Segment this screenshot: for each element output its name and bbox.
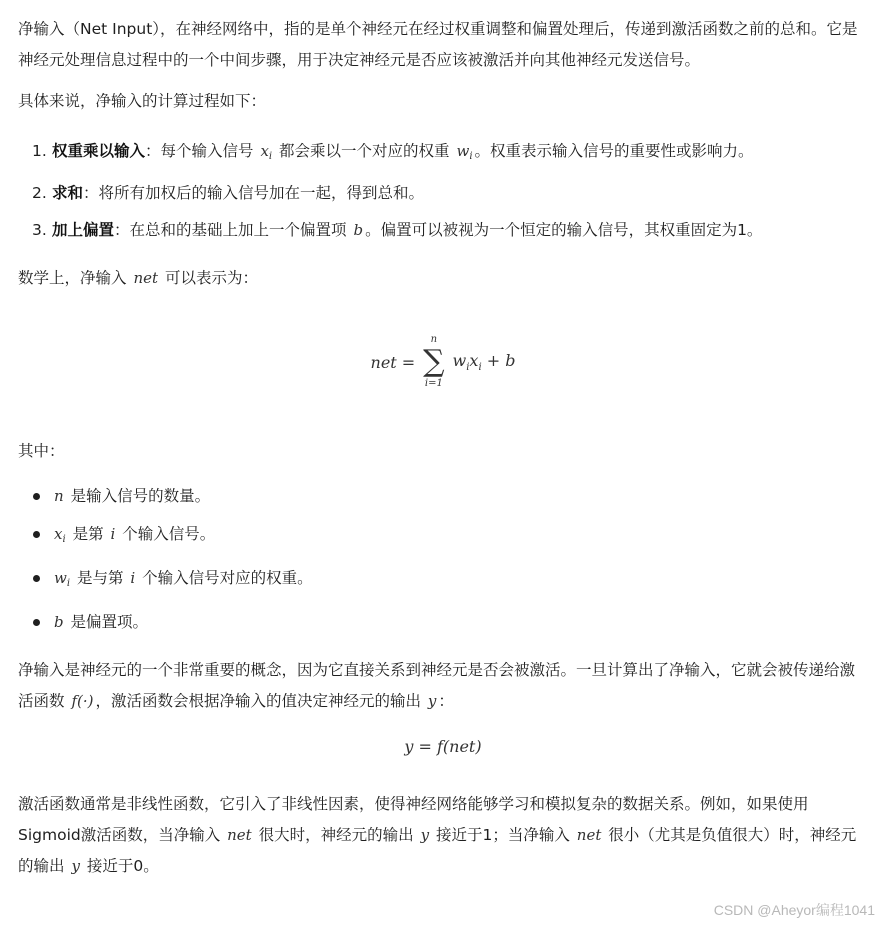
process-intro: 具体来说，净输入的计算过程如下：	[18, 92, 267, 110]
math-symbol: i	[130, 569, 136, 587]
math-symbol: y	[71, 857, 80, 875]
csdn-watermark: CSDN @Aheyor编程1041	[713, 902, 875, 918]
step-title: 求和	[52, 184, 84, 202]
math-symbol: $w_i$	[54, 569, 71, 589]
definition-item: $w_i$ 是与第 i 个输入信号对应的权重。	[32, 559, 868, 603]
importance-paragraph: 净输入是神经元的一个非常重要的概念，因为它直接关系到神经元是否会被激活。一旦计算出了净输入，它就会被传递给激活函数 f(·) ，激活函数会根据净输入的值决定神经元的输出 y ：	[18, 661, 856, 710]
step-number: 2.	[32, 184, 47, 202]
net-input-formula	[18, 334, 868, 412]
math-symbol: $w_i$	[456, 142, 473, 162]
step-item: 1. 权重乘以输入：每个输入信号 $x_i$ 都会乘以一个对应的权重 $w_i$ 。权重表示输入信号的重要性或影响力。	[32, 133, 868, 175]
math-symbol: net	[227, 826, 252, 844]
definition-item: $x_i$ 是第 i 个输入信号。	[32, 515, 868, 559]
math-symbol: $x_i$	[54, 525, 66, 545]
math-symbol: b	[54, 613, 64, 631]
definition-item: n 是输入信号的数量。	[32, 477, 868, 515]
where-label: 其中：	[18, 442, 65, 460]
activation-formula: y = f(net)	[404, 737, 482, 756]
formula-rhs: $w_ix_i + b$	[452, 350, 516, 374]
definitions-list	[18, 477, 868, 641]
formula-lhs: net =	[370, 352, 416, 372]
intro-paragraph: 净输入（Net Input），在神经网络中，指的是单个神经元在经过权重调整和偏置处理后，传递到激活函数之前的总和。它是神经元处理信息过程中的一个中间步骤，用于决定神经元是否应该被激活并向其他神经元发送信号。	[18, 20, 858, 69]
step-title: 权重乘以输入	[52, 142, 146, 160]
article-body	[18, 14, 868, 906]
math-symbol: y	[420, 826, 430, 844]
step-number: 3.	[32, 221, 47, 239]
step-title: 加上偏置	[52, 221, 115, 239]
math-symbol: b	[353, 221, 364, 239]
summation-symbol: n ∑ i=1	[423, 334, 445, 389]
math-symbol: net	[133, 269, 159, 287]
steps-list	[18, 133, 868, 249]
math-symbol: n	[54, 487, 64, 505]
step-item: 3. 加上偏置：在总和的基础上加上一个偏置项 b 。偏置可以被视为一个恒定的输入信号，其权重固定为1。	[32, 212, 868, 249]
math-symbol: f(·)	[71, 692, 94, 710]
step-number: 1.	[32, 142, 47, 160]
math-intro: 数学上，净输入 net 可以表示为：	[18, 269, 258, 287]
conclusion-paragraph: 激活函数通常是非线性函数，它引入了非线性因素，使得神经网络能够学习和模拟复杂的数据关系。例如，如果使用Sigmoid激活函数，当净输入 net 很大时，神经元的输出 y 接近于1；当净输入 net 很小（尤其是负值很大）时，神经元的输出 y 接近于0。	[18, 795, 857, 875]
definition-item: b 是偏置项。	[32, 603, 868, 641]
math-symbol: y	[427, 692, 437, 710]
step-item: 2. 求和：将所有加权后的输入信号加在一起，得到总和。	[32, 175, 868, 212]
math-symbol: $x_i$	[260, 142, 273, 162]
math-symbol: net	[576, 826, 602, 844]
math-symbol: i	[110, 525, 116, 543]
